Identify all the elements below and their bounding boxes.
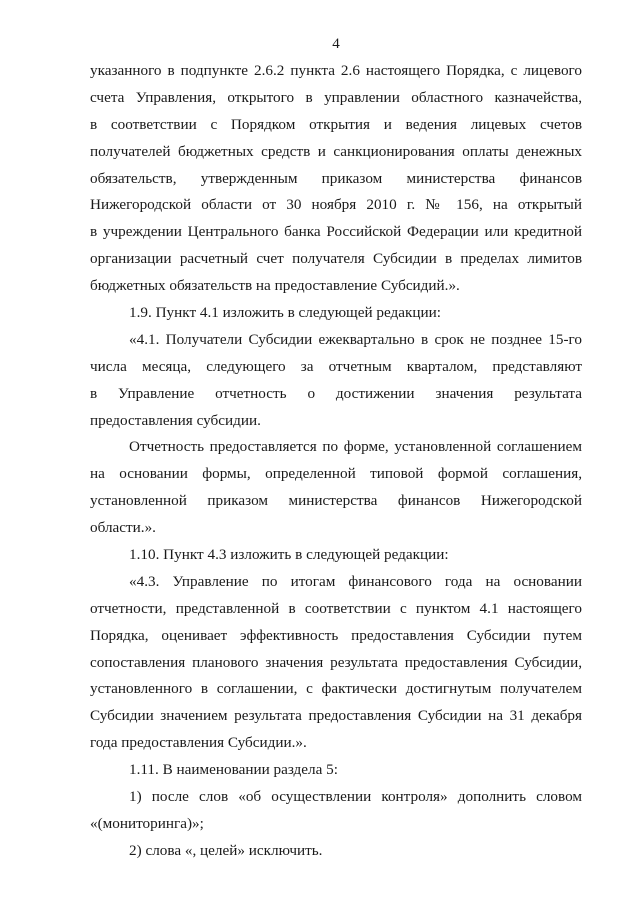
text-line: получателей бюджетных средств и санкционирования оплаты денежных: [90, 142, 582, 160]
text-line: обязательств, утвержденным приказом министерства финансов: [90, 169, 582, 187]
text-line: 1.11. В наименовании раздела 5:: [129, 761, 338, 779]
text-line: в Управление отчетность о достижении значения результата: [90, 384, 582, 402]
text-line: отчетности, представленной в соответствии с пунктом 4.1 настоящего: [90, 599, 582, 617]
text-line: Нижегородской области от 30 ноября 2010 г. № 156, на открытый: [90, 196, 582, 214]
text-line: 1.10. Пункт 4.3 изложить в следующей редакции:: [129, 546, 449, 564]
text-line: на основании формы, определенной типовой формой соглашения,: [90, 465, 582, 483]
text-line: предоставления субсидии.: [90, 411, 261, 429]
text-line: 1) после слов «об осуществлении контроля» дополнить словом: [129, 788, 582, 806]
text-line: счета Управления, открытого в управлении областного казначейства,: [90, 88, 582, 106]
text-line: Отчетность предоставляется по форме, установленной соглашением: [129, 438, 582, 456]
text-line: установленной приказом министерства финансов Нижегородской: [90, 492, 582, 510]
text-line: «4.3. Управление по итогам финансового года на основании: [129, 572, 582, 590]
text-line: 1.9. Пункт 4.1 изложить в следующей редакции:: [129, 304, 442, 322]
text-line: бюджетных обязательств на предоставление Субсидий.».: [90, 277, 460, 295]
text-line: сопоставления планового значения результата предоставления Субсидии,: [90, 653, 582, 671]
text-line: 2) слова «, целей» исключить.: [129, 841, 323, 859]
text-line: «(мониторинга)»;: [90, 814, 204, 832]
text-line: указанного в подпункте 2.6.2 пункта 2.6 настоящего Порядка, с лицевого: [90, 62, 582, 79]
text-line: в соответствии с Порядком открытия и ведения лицевых счетов: [90, 115, 582, 133]
text-line: Порядка, оценивает эффективность предоставления Субсидии путем: [90, 626, 582, 644]
text-line: числа месяца, следующего за отчетным кварталом, представляют: [90, 357, 582, 375]
page-number: 4: [332, 36, 340, 52]
text-line: организации расчетный счет получателя Субсидии в пределах лимитов: [90, 250, 582, 268]
text-line: в учреждении Центрального банка Российской Федерации или кредитной: [90, 223, 582, 241]
text-line: Субсидии значением результата предоставления Субсидии на 31 декабря: [90, 707, 582, 725]
text-line: области.».: [90, 519, 156, 537]
text-line: года предоставления Субсидии.».: [90, 734, 307, 752]
text-line: установленного в соглашении, с фактически достигнутым получателем: [90, 680, 582, 698]
text-line: «4.1. Получатели Субсидии ежеквартально в срок не позднее 15-го: [129, 330, 582, 348]
document-body: [90, 58, 582, 865]
